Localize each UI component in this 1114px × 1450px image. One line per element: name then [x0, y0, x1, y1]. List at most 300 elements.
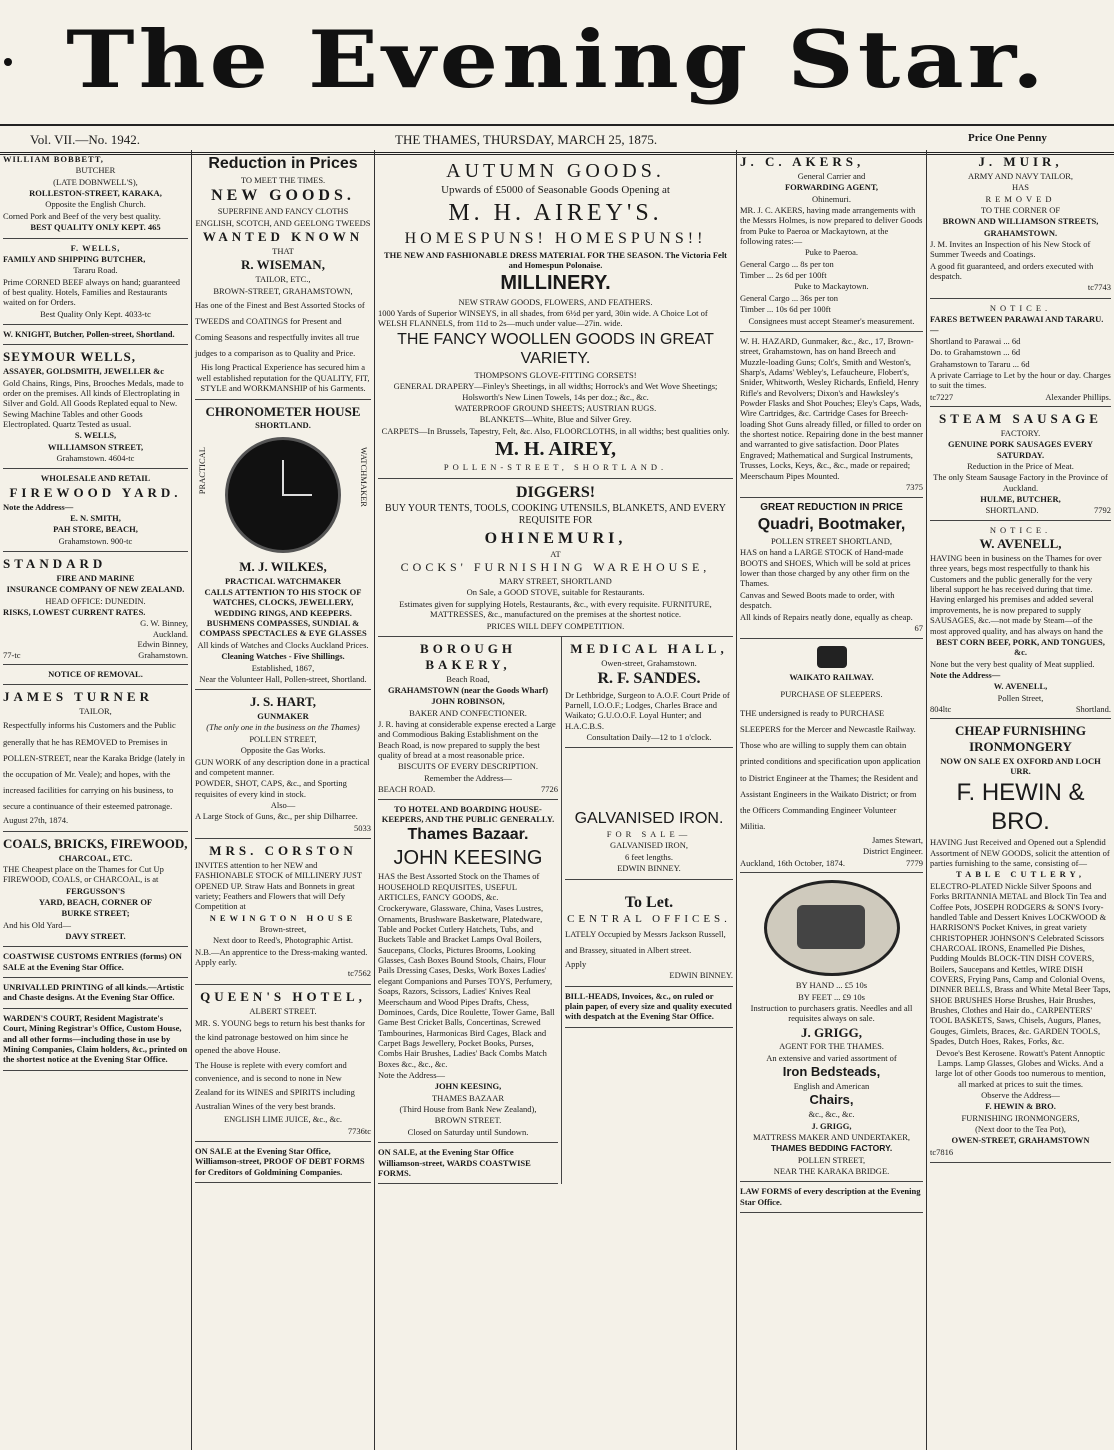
ad-corsets: THOMPSON'S GLOVE-FITTING CORSETS! — [474, 369, 637, 380]
ad-sub2: INSURANCE COMPANY OF NEW ZEALAND. — [6, 584, 185, 595]
ad-ref: 67 — [914, 622, 923, 633]
ad-note: Note the Address— — [3, 501, 74, 512]
ad-body: Respectfully informs his Customers and the Public generally that he has REMOVED to Premises in POLLEN-STREET, near the Karaka Bridge (lately in the occupation of Mr. Veale); and hopes, with the increased facilities for carrying on his business, to secure a continuance of their esteemed patronage. — [3, 720, 185, 812]
ad-title: AUTUMN GOODS. — [446, 160, 665, 182]
ad-remember: Remember the Address— — [424, 772, 512, 783]
ad-date: August 27th, 1874. — [3, 815, 69, 826]
ad-warden — [3, 1009, 188, 1071]
ad-name: WILLIAM BOBBETT, — [3, 154, 104, 164]
ad-name: J. S. HART, — [249, 694, 317, 710]
ad-trade: ASSAYER, GOLDSMITH, JEWELLER &c — [3, 366, 164, 377]
ad-body3: All kinds of Repairs neatly done, equally as cheap. — [740, 611, 913, 622]
ad-body: LAW FORMS of every description at the Evening Star Office. — [740, 1186, 921, 1207]
ad-ref: 7779 — [906, 857, 923, 868]
ad-closed: Closed on Saturday until Sundown. — [407, 1126, 529, 1137]
ad-body: A private Carriage to Let by the hour or day. Charges to suit the times. — [930, 369, 1111, 391]
ad-law-forms — [740, 1182, 923, 1213]
ad-body: COASTWISE CUSTOMS ENTRIES (forms) ON SALE at the Evening Star Office. — [3, 951, 182, 972]
ad-trade2: FORWARDING AGENT, — [784, 182, 879, 193]
ad-footer: BEACH ROAD. — [378, 784, 436, 795]
ad-chronometer-house — [195, 400, 371, 691]
ad-address: YARD, BEACH, CORNER OF — [38, 896, 153, 907]
ad-name: QUEEN'S HOTEL, — [200, 988, 366, 1004]
agent-2-town: Grahamstown. — [138, 649, 188, 660]
ad-borough-bakery — [378, 637, 558, 800]
split-row-2 — [378, 800, 733, 1185]
ad-hewin — [930, 719, 1111, 1163]
ad-body2: A good fit guaranteed, and orders executed with despatch. — [930, 260, 1094, 282]
ad-standard-insurance — [3, 552, 188, 665]
ad-cleaning: Cleaning Watches - Five Shillings. — [221, 651, 345, 662]
ad-signature: HULME, BUTCHER, — [980, 494, 1061, 505]
ad-name: M. J. WILKES, — [239, 558, 327, 574]
ad-wiseman — [195, 150, 371, 400]
ad-body: GENUINE PORK SAUSAGES EVERY SATURDAY. — [948, 439, 1093, 460]
ad-rate: Timber ... 10s 6d per 100ft — [740, 304, 831, 315]
ad-name: JOHN ROBINSON, — [431, 696, 505, 707]
ad-title: WAIKATO RAILWAY. — [789, 672, 874, 683]
ad-line: SUPERFINE AND FANCY CLOTHS — [217, 206, 349, 217]
ad-body: GUN WORK of any description done in a practical and competent manner. — [195, 756, 370, 777]
ad-title: MEDICAL HALL, — [570, 640, 728, 656]
ad-address: SHORTLAND. — [985, 505, 1039, 516]
ad-signature: M. H. AIREY, — [495, 437, 616, 460]
side-label-left: PRACTICAL — [197, 446, 207, 494]
ad-sub: TO MEET THE TIMES. — [240, 174, 326, 185]
ad-established: Established, 1867, — [251, 662, 315, 673]
ad-bazaar: Thames Bazaar. — [407, 826, 529, 844]
ad-price-hand: BY HAND ... £5 10s — [795, 980, 868, 991]
ad-address: PAH STORE, BEACH, — [53, 524, 138, 535]
ad-homespuns: HOMESPUNS! HOMESPUNS!! — [404, 230, 707, 248]
masthead — [0, 0, 1114, 120]
ad-note: Note the Address— — [378, 1070, 446, 1081]
ad-address: POLLEN STREET, — [797, 1154, 866, 1165]
ad-knight — [3, 325, 188, 345]
ad-body2: Reduction in the Price of Meat. — [967, 460, 1074, 471]
ad-address: Tararu Road. — [73, 265, 118, 276]
ad-sub: FIRE AND MARINE — [56, 573, 135, 583]
ad-place: OHINEMURI, — [484, 529, 627, 547]
ad-steam-sausage — [930, 407, 1111, 521]
ad-name: J. C. AKERS, — [740, 154, 865, 169]
ad-sub: (LATE DOBNWELL'S), — [53, 176, 138, 187]
ad-body: INVITES attention to her NEW and FASHIONABLE STOCK of MILLINERY JUST OPENED UP. Straw Hats and Bonnets in great variety; Feathers and Flowers that will Defy Competition at — [195, 859, 362, 912]
ad-body: WARDEN'S COURT, Resident Magistrate's Court, Mining Registrar's Office, Custom House, and all other forms—including those in use by Mining Companies, Claim holders, &c., printed on the shortest notice at the Evening Star Office. — [3, 1012, 188, 1065]
ad-to-let — [565, 880, 733, 987]
ad-millinery: MILLINERY. — [500, 272, 611, 295]
columns — [0, 150, 1114, 1450]
ad-address: Near the Volunteer Hall, Pollen-street, Shortland. — [199, 673, 367, 684]
ad-town: GRAHAMSTOWN. — [983, 227, 1058, 238]
ad-name: JOHN KEESING — [393, 846, 543, 869]
ad-beds: Iron Bedsteads, — [782, 1064, 881, 1080]
ad-fares-notice — [930, 299, 1111, 407]
ad-length: 6 feet lengths. — [625, 851, 673, 862]
ad-sub: Upwards of £5000 of Seasonable Goods Opening at — [441, 184, 670, 197]
ad-body: Has one of the Finest and Best Assorted Stocks of TWEEDS and COATINGS for Present and Coming Seasons and respectfully invites all true judges to a comparison as to Quality and Price. — [195, 299, 365, 359]
ad-name: Quadri, Bootmaker, — [757, 516, 906, 534]
agent-2: Edwin Binney, — [137, 639, 188, 650]
ad-line: GENERAL DRAPERY—Finley's Sheetings, in all widths; Horrock's and Wet Wove Sheetings; Holsworth's New Linen Towels, 14s per doz.; &c., &c. — [393, 381, 718, 402]
ad-body: BILL-HEADS, Invoices, &c., on ruled or plain paper, of every size and quality executed with despatch at the Evening Star Office. — [565, 990, 732, 1022]
ad-body: CALLS ATTENTION TO HIS STOCK OF WATCHES, CLOCKS, JEWELLERY, WEDDING RINGS, AND KEEPERS. BUSHMENS COMPASSES, SUNDIAL & COMPASS SPECTACLES & EYE GLASSES — [199, 586, 367, 639]
ad-name: F. HEWIN & BRO. — [956, 778, 1085, 836]
ad-body: W. KNIGHT, Butcher, Pollen-street, Shortland. — [3, 329, 175, 340]
ad-ref: tc7227 — [930, 391, 954, 402]
agent-1-town: Auckland. — [152, 628, 188, 639]
ad-line: BLANKETS—White, Blue and Silver Grey. — [479, 414, 632, 425]
ad-body2: Canvas and Sewed Boots made to order, with despatch. — [740, 589, 895, 611]
ad-signature: EDWIN BINNEY. — [669, 970, 733, 981]
ad-body: MR. J. C. AKERS, having made arrangements with the Messrs Holmes, is now prepared to deliver Goods from Puke to Paeroa or Mackaytown, at the following rates:— — [740, 204, 923, 247]
side-label-right: WATCHMAKER — [359, 446, 369, 507]
ad-waikato-railway — [740, 639, 923, 873]
ad-coals — [3, 832, 188, 948]
ad-body: MR. S. YOUNG begs to return his best thanks for the kind patronage bestowed on him since he opened the above House. — [195, 1018, 365, 1056]
ad-head: WHOLESALE AND RETAIL — [40, 473, 151, 484]
ad-body: Dr Lethbridge, Surgeon to A.O.F. Court Pride of Parnell, I.O.O.F.; Lodges, Charles Brace and Waikato; G.U.O.O.F. Loyal Hunter; and H.A.C.B.S. — [565, 689, 730, 731]
ad-name: JAMES TURNER — [3, 689, 153, 705]
ad-body: ON SALE at the Evening Star Office, Williamson-street, PROOF OF DEBT FORMS for Creditors of Goldmining Companies. — [195, 1145, 365, 1177]
ad-date: Auckland, 16th October, 1874. — [740, 857, 845, 868]
ad-name: E. N. SMITH, — [70, 513, 121, 524]
ad-body: J. R. having at considerable expense erected a Large and Commodious Baking Establishment on the Beach Road, is now prepared to supply the best quality of bread at a most reasonable price. — [378, 719, 556, 761]
ad-sub: GALVANISED IRON, — [610, 840, 688, 851]
column-2 — [192, 150, 375, 1450]
ad-price-feet: BY FEET ... £9 10s — [798, 991, 865, 1002]
ad-address: POLLEN STREET SHORTLAND, — [771, 535, 892, 546]
ad-body: HAS the Best Assorted Stock on the Thames of HOUSEHOLD REQUISITES, USEFUL ARTICLES, FANCY GOODS, &c. — [378, 871, 540, 902]
ad-ref: 7726 — [541, 784, 558, 795]
ad-body: UNRIVALLED PRINTING of all kinds.—Artistic and Chaste designs. At the Evening Star Office. — [3, 982, 184, 1003]
ad-rate: General Cargo ... 36s per ton — [740, 292, 839, 303]
ad-address2: Opposite the Gas Works. — [240, 745, 326, 756]
ad-turner — [3, 685, 188, 831]
column-4 — [737, 150, 927, 1450]
ad-title: FIREWOOD YARD. — [9, 484, 182, 500]
ad-ref: 7792 — [1094, 505, 1111, 516]
ad-ref: tc7816 — [930, 1146, 954, 1157]
ad-lime: ENGLISH LIME JUICE, &c., &c. — [223, 1114, 343, 1125]
ad-signature: JOHN KEESING, — [434, 1081, 502, 1092]
ad-address: POLLEN-STREET, SHORTLAND. — [443, 462, 668, 473]
split-right — [562, 800, 733, 1185]
ad-office: HEAD OFFICE: DUNEDIN. — [45, 595, 146, 606]
ad-estimates: Estimates given for supplying Hotels, Restaurants, &c., with every requisite. FURNITURE, MATTRESSES, &c., manufactured on the premises at the shortest notice. — [399, 598, 712, 620]
ad-ref: tc7562 — [347, 968, 371, 979]
ad-address: MARY STREET, SHORTLAND — [499, 576, 612, 587]
ad-address: Owen-street, Grahamstown. — [601, 657, 697, 668]
ad-footer: BEST QUALITY ONLY KEPT. 465 — [30, 222, 161, 233]
ad-name: J. MUIR, — [978, 154, 1063, 169]
ad-address4: DAVY STREET. — [65, 931, 126, 942]
sewing-machine-badge-icon — [764, 880, 900, 976]
ad-line: 1000 Yards of Superior WINSEYS, in all shades, from 6½d per yard, 30in wide. A Choice Lot of WELSH FLANNELS, from 11d to 2s—much under value—27in. wide. — [378, 308, 708, 329]
ad-airey — [378, 150, 733, 479]
notice-title: NOTICE. — [989, 524, 1052, 535]
ad-title: To Let. — [624, 893, 674, 911]
ad-wells — [3, 239, 188, 326]
ad-ref: 5033 — [354, 822, 371, 833]
ad-sale: FOR SALE— — [606, 829, 692, 840]
ad-body: J. M. Invites an Inspection of his New Stock of Summer Tweeds and Coatings. — [930, 239, 1091, 260]
ad-body: ON SALE, at the Evening Star Office Williamson-street, WARDS COASTWISE FORMS. — [378, 1147, 531, 1178]
ad-body2: POWDER, SHOT, CAPS, &c., and Sporting requisites of every kind in stock. — [195, 778, 347, 799]
ad-trade: FURNISHING IRONMONGERS, — [961, 1112, 1080, 1123]
ad-body: THE Cheapest place on the Thames for Cut Up FIREWOOD, COALS, or CHARCOAL, is at — [3, 863, 164, 885]
ad-body: LATELY Occupied by Messrs Jackson Russell, and Brassey, situated in Albert street. — [565, 929, 726, 955]
ad-rates: RISKS, LOWEST CURRENT RATES. — [3, 607, 146, 618]
ad-signature: S. WELLS, — [74, 430, 117, 441]
ad-apply: Apply — [565, 959, 587, 970]
ad-body: HAVING Just Received and Opened out a Splendid Assortment of NEW GOODS, solicit the attention of parties furnishing to the same, consisting of— — [930, 837, 1110, 869]
ad-next: Next door to Reed's, Photographic Artist. — [212, 935, 354, 946]
ad-sub: CENTRAL OFFICES. — [567, 913, 731, 926]
ad-signature2: THAMES BAZAAR — [431, 1092, 505, 1103]
ad-body: Corned Pork and Beef of the very best quality. — [3, 210, 161, 221]
ad-signature2: District Engineer. — [863, 846, 923, 857]
ad-akers — [740, 150, 923, 332]
ad-ref: 7375 — [906, 481, 923, 492]
ad-has: HAS — [1011, 182, 1029, 193]
ad-name: J. GRIGG, — [800, 1024, 863, 1040]
ad-title: BOROUGH BAKERY, — [420, 640, 516, 672]
ad-hart — [195, 690, 371, 839]
ad-address2: Grahamstown. 4604-tc — [56, 453, 135, 464]
ad-body: HAS on hand a LARGE STOCK of Hand-made BOOTS and SHOES, Which will be sold at prices lower than those charged by any other firm on the Thames. — [740, 547, 911, 589]
ad-corston — [195, 839, 371, 985]
ad-name: MRS. CORSTON — [209, 843, 357, 859]
ad-avenell — [930, 521, 1111, 720]
clock-icon — [225, 437, 341, 553]
ad-trade: BUTCHER — [75, 165, 116, 176]
ad-signature: W. AVENELL, — [993, 681, 1048, 692]
ad-title: DIGGERS! — [515, 483, 596, 501]
ad-line: WATERPROOF GROUND SHEETS; AUSTRIAN RUGS. — [454, 402, 657, 413]
ad-ref: tc7743 — [1087, 282, 1111, 293]
ad-body: THE undersigned is ready to PURCHASE SLEEPERS for the Mercer and Newcastle Railway. Those who are willing to supply them can obtain printed conditions and specification upon application to District Engineer at the Thames; the Resident and Assistant Engineers in the Waikato District; or from the Officers Commanding Engineer Volunteer Militia. — [740, 707, 921, 831]
ad-hazard — [740, 332, 923, 498]
ad-trade: BAKER AND CONFECTIONER. — [409, 707, 527, 718]
ad-body2: Devoe's Best Kerosene. Rowatt's Patent Annoptic Lamps. Lamp Glasses, Globes and Wicks. And a large lot of other Goods too numerous to mention, all marked at prices to suit the times. — [935, 1047, 1106, 1089]
ad-fare: Shortland to Parawai ... 6d — [930, 335, 1021, 346]
ad-body2: His long Practical Experience has secured him a well established reputation for the QUALITY, FIT, STYLE and WORKMANSHIP of his Garments. — [196, 362, 370, 394]
ad-line: THE NEW AND FASHIONABLE DRESS MATERIAL FOR THE SEASON. The Victoria Felt and Homespun Polonaise. — [383, 249, 728, 270]
ad-also: Also— — [270, 799, 296, 810]
ad-address: ROLLESTON-STREET, KARAKA, — [29, 188, 162, 199]
ad-fare: Grahamstown to Tararu ... 6d — [930, 358, 1030, 369]
ad-head: GREAT REDUCTION IN PRICE — [760, 502, 903, 514]
ad-body: W. H. HAZARD, Gunmaker, &c., &c., 17, Brown-street, Grahamstown, has on hand Breech and Muzzle-loading Guns; Colt's, Smith and Weston's, Sharp's, Adams' Webley's, Lefaucheure, Flobert's, Snider, Whitworth, Wesley Richards, Enfield, Henry Rifle's and Revolvers; Dixon's and Hawksley's Powder Flasks and Shot Pouches; Eley's Caps, Wads, Wire Cartridges, &c. Cartridge Cases for Breech-loading Shot Guns already filled, or filled to order on the shortest notice. Repairing done in the best manner and warranted to give satisfaction. Door Plates Engraved; Mathematical and Surgical Instruments, Trusses, Locks, Keys, &c., &c., made or repaired; Meerschaum Pipes Mounted. — [740, 335, 923, 481]
ad-sub: PURCHASE OF SLEEPERS. — [780, 688, 883, 699]
ad-seymour-wells — [3, 345, 188, 469]
ad-removed: REMOVED — [985, 193, 1056, 204]
ad-address2: BROWN STREET. — [434, 1115, 502, 1126]
ad-chairs: Chairs, — [809, 1092, 854, 1108]
ad-address: WILLIAMSON STREET, — [47, 441, 144, 452]
ad-sub: SHORTLAND. — [255, 420, 311, 431]
ad-name: M. H. AIREY'S. — [448, 199, 663, 226]
date-place: THE THAMES, THURSDAY, MARCH 25, 1875. — [395, 132, 658, 147]
ad-route1: Puke to Paeroa. — [804, 247, 859, 258]
column-1 — [0, 150, 192, 1450]
ad-nb: N.B.—An apprentice to the Dress-making wanted. Apply early. — [195, 946, 368, 968]
ad-title: GALVANISED IRON. — [574, 809, 724, 827]
ad-bobbett — [3, 150, 188, 239]
ad-footer: PRICES WILL DEFY COMPETITION. — [486, 620, 625, 631]
ad-signature: James Stewart, — [872, 835, 923, 846]
ad-head: FARES BETWEEN PARAWAI AND TARARU.— — [930, 314, 1104, 335]
ad-trade: ARMY AND NAVY TAILOR, — [967, 170, 1074, 181]
ad-address: Beach Road, — [446, 673, 490, 684]
ad-factory: THAMES BEDDING FACTORY. — [770, 1143, 893, 1154]
ad-woollen: THE FANCY WOOLLEN GOODS IN GREAT VARIETY. — [397, 330, 714, 368]
ad-coastwise — [3, 947, 188, 978]
ad-address: (Third House from Bank New Zealand), — [399, 1104, 537, 1115]
ad-rate: General Cargo ... 8s per ton — [740, 258, 834, 269]
ad-title: CHRONOMETER HOUSE — [205, 403, 361, 419]
ad-title: STEAM SAUSAGE — [939, 411, 1102, 427]
ad-town: Grahamstown. 900-tc — [58, 535, 133, 546]
ad-english: English and American — [793, 1081, 870, 1092]
ad-name: R. WISEMAN, — [241, 257, 325, 273]
ad-address: Pollen Street, — [997, 692, 1044, 703]
ad-fare: Do. to Grahamstown ... 6d — [930, 347, 1021, 358]
ad-address: ALBERT STREET. — [249, 1005, 317, 1016]
notice-title: NOTICE. — [989, 302, 1052, 313]
price: Price One Penny — [968, 132, 1047, 144]
ad-address2: GRAHAMSTOWN (near the Goods Wharf) — [387, 684, 549, 695]
ad-trade: TAILOR, — [79, 706, 112, 717]
ad-trade: GUNMAKER — [257, 711, 309, 722]
ad-head: CHEAP FURNISHING IRONMONGERY — [954, 723, 1087, 755]
ad-observe: Observe the Address— — [981, 1089, 1060, 1100]
ad-title: Reduction in Prices — [208, 155, 358, 172]
ad-biscuits: BISCUITS OF EVERY DESCRIPTION. — [398, 761, 538, 772]
crest-icon — [817, 646, 847, 668]
column-5 — [927, 150, 1114, 1450]
ad-address2: NEAR THE KARAKA BRIDGE. — [773, 1166, 890, 1177]
ad-head: NEW GOODS. — [211, 186, 355, 204]
ad-head: TO HOTEL AND BOARDING HOUSE-KEEPERS, AND THE PUBLIC GENERALLY. — [381, 803, 555, 824]
ad-list: Crockeryware, Glassware, China, Vases Lustres, Ornaments, Brushware Basketware, Platedware, Table and Pocket Cutlery Hatchets, Tubs, and Buckets Table and Bracket Lamps Oval Boilers, Saucepans, Clocks, Pictures Brooms, Looking Glasses, Cash Boxes Bound Stools, Chairs, Flour Pails Dressing Cases, Desks, Work Boxes Ladies' elegant Companions and Purses TOYS, Perfumery, Soaps, Razors, Scissors, Ladies' Knives Real Meerschaum and Wood Pipes Drafts, Chess, Dominoes, Cards, Dice Roulette, Tower Game, Ball Game Best Cricket Balls, Concertinas, Screwed Tambourines, Harmonicas Bird Cages, Black and Carpet Bags Jewellery, Pocket Books, Purses, Combs Hair Brushes, Ladies' Back Combs Match Boxes &c., &c., &c. — [378, 903, 555, 1069]
ad-body2: All kinds of Watches and Clocks Auckland Prices. — [197, 639, 369, 650]
ad-ref: 804ltc — [930, 704, 952, 715]
ad-title: STANDARD — [3, 556, 107, 572]
notice-title: NOTICE OF REMOVAL. — [48, 668, 143, 679]
ad-sub: CHARCOAL, ETC. — [58, 852, 133, 863]
ad-keesing — [378, 800, 558, 1144]
ad-address: POLLEN STREET, — [249, 733, 317, 744]
ad-body2: None but the very best quality of Meat supplied. — [930, 658, 1095, 669]
ad-house: NEWINGTON HOUSE — [209, 912, 357, 923]
ad-that: THAT — [272, 245, 294, 256]
notice-of-removal — [3, 665, 188, 685]
ad-address3: And his Old Yard— — [3, 919, 72, 930]
ad-sub: FACTORY. — [1000, 427, 1041, 438]
ad-signature: EDWIN BINNEY. — [617, 863, 681, 874]
ad-town: Shortland. — [1075, 704, 1111, 715]
ad-to: TO THE CORNER OF — [980, 204, 1061, 215]
ad-coastwise-forms — [378, 1143, 558, 1184]
ad-note: (The only one in the business on the Thames) — [206, 722, 360, 733]
column-3 — [375, 150, 737, 1450]
ad-body: BUY YOUR TENTS, TOOLS, COOKING UTENSILS, BLANKETS, AND EVERY REQUISITE FOR — [385, 503, 726, 527]
ad-name: SEYMOUR WELLS, — [3, 349, 136, 365]
ad-address2: Opposite the English Church. — [45, 199, 146, 210]
ad-list: ELECTRO-PLATED Nickle Silver Spoons and Forks BRITANNIA METAL and Block Tin Tea and Coffee Pots, JOSEPH RODGERS & SON'S Ivory-handled Table and Dessert Knives LOCKWOOD & HARRISON'S Pocket Knives, in great variety CHRISTOPHER JOHNSON'S Celebrated Scissors CHARCOAL IRONS, Enamelled Pie Dishes, Pudding Moulds BLOCK-TIN DISH COVERS, Boilers, Saucepans and Kettles, WIRE DISH COVERS, Frying Pans, Camp and Colonial Ovens, DINNER BELLS, Brass and White Metal Beer Taps, SHOE BRUSHES Horse Brushes, Hair Brushes, Brushes, Clothes and Hair do., CARPENTERS' TOOL BASKETS, Saws, Chisels, Augurs, Planes, Gouges, Gimlets, Braces, &c. GARDEN TOOLS, Spades, Dutch Hoes, Rakes, Forks, &c. — [930, 880, 1111, 1047]
ad-street: Brown-street, — [259, 924, 307, 935]
ad-signature: J. GRIGG, — [811, 1120, 852, 1131]
ad-body: Instruction to purchasers gratis. Needles and all requisites always on sale. — [750, 1002, 913, 1024]
ad-at: AT — [550, 549, 561, 560]
ad-trade: MATTRESS MAKER AND UNDERTAKER, — [752, 1131, 910, 1142]
ad-quadri — [740, 498, 923, 639]
ad-trade: TAILOR, ETC., — [255, 274, 311, 285]
ad-proof-of-debt — [195, 1142, 371, 1183]
ad-body: HAVING been in business on the Thames for over three years, begs most respectfully to thank his Customers and the public generally for the very liberal support he has received during that time. Having enlarged his premises and added several improvements, he is now prepared to supply SAUSAGES, &c.—not made by Steam—of the most approved quality, and has always on hand the — [930, 553, 1103, 636]
ad-note: Note the Address— — [930, 669, 1001, 680]
volume-number: Vol. VII.—No. 1942. — [30, 132, 141, 147]
ad-route2: Puke to Mackaytown. — [794, 281, 869, 292]
ad-signature: F. HEWIN & BRO. — [985, 1101, 1056, 1112]
ad-place: Ohinemuri. — [812, 193, 851, 204]
ad-address: BROWN-STREET, GRAHAMSTOWN, — [213, 285, 353, 296]
ad-rate: Timber ... 2s 6d per 100ft — [740, 270, 827, 281]
ad-hours: Consultation Daily—12 to 1 o'clock. — [586, 732, 712, 743]
ad-diggers — [378, 479, 733, 637]
ad-body3: The only Steam Sausage Factory in the Province of Auckland. — [933, 472, 1108, 493]
ad-billheads — [565, 987, 733, 1028]
ad-body: Gold Chains, Rings, Pins, Brooches Medals, made to order on the premises. All kinds of Electroplating in Silver and Gold. All Goods Replated equal to New. Sewing Machine Tables and other Goods Electroplated. Quartz Tested as usual. — [3, 377, 184, 430]
ad-address: OWEN-STREET, GRAHAMSTOWN — [951, 1135, 1090, 1146]
ad-line: ENGLISH, SCOTCH, AND GEELONG TWEEDS — [195, 217, 371, 228]
ad-shop: COCKS' FURNISHING WAREHOUSE, — [400, 560, 711, 575]
ad-printing — [3, 978, 188, 1009]
ad-queens-hotel — [195, 985, 371, 1142]
ad-footer: Best Quality Only Kept. 4033-tc — [40, 308, 151, 319]
ad-name: FERGUSSON'S — [65, 885, 126, 896]
ad-medical-hall — [565, 637, 733, 749]
ad-trade: PRACTICAL WATCHMAKER — [224, 575, 342, 586]
newspaper-title: The Evening Star. — [66, 14, 1048, 106]
split-row-1 — [378, 637, 733, 800]
ad-title: COALS, BRICKS, FIREWOOD, — [3, 835, 188, 851]
ad-firewood-yard — [3, 469, 188, 552]
ad-trade: General Carrier and — [797, 170, 866, 181]
ad-body2: An extensive and varied assortment of — [766, 1052, 897, 1063]
ad-note: Consignees must accept Steamer's measurement. — [748, 315, 915, 326]
ad-best: BEST CORN BEEF, PORK, AND TONGUES, &c. — [936, 636, 1105, 658]
split-left — [378, 800, 562, 1185]
ad-name: F. WELLS, — [70, 242, 121, 253]
ad-name: R. F. SANDES. — [597, 670, 701, 688]
ad-galvanised-iron — [565, 800, 733, 880]
ad-muir — [930, 150, 1111, 299]
ad-signature: Alexander Phillips. — [1045, 391, 1111, 402]
ad-line: NEW STRAW GOODS, FLOWERS, AND FEATHERS. — [458, 296, 653, 307]
ad-trade: FAMILY AND SHIPPING BUTCHER, — [3, 253, 146, 264]
ad-wanted: WANTED KNOWN — [202, 229, 364, 245]
ad-address: BROWN AND WILLIAMSON STREETS, — [942, 216, 1099, 227]
ad-agent: AGENT FOR THE THAMES. — [779, 1041, 884, 1052]
ad-head2: NOW ON SALE EX OXFORD AND LOCH URR. — [940, 756, 1101, 777]
ad-stove: On Sale, a GOOD STOVE, suitable for Restaurants. — [466, 587, 645, 598]
split-right — [562, 637, 733, 800]
ad-body2: The House is replete with every comfort and convenience, and is second to none in New Zealand for its WINES and SPIRITS including Australian Wines of the very best brands. — [195, 1059, 355, 1111]
ad-line: CARPETS—In Brussels, Tapestry, Felt, &c. Also, FLOORCLOTHS, in all widths; best qualities only. — [381, 425, 730, 436]
